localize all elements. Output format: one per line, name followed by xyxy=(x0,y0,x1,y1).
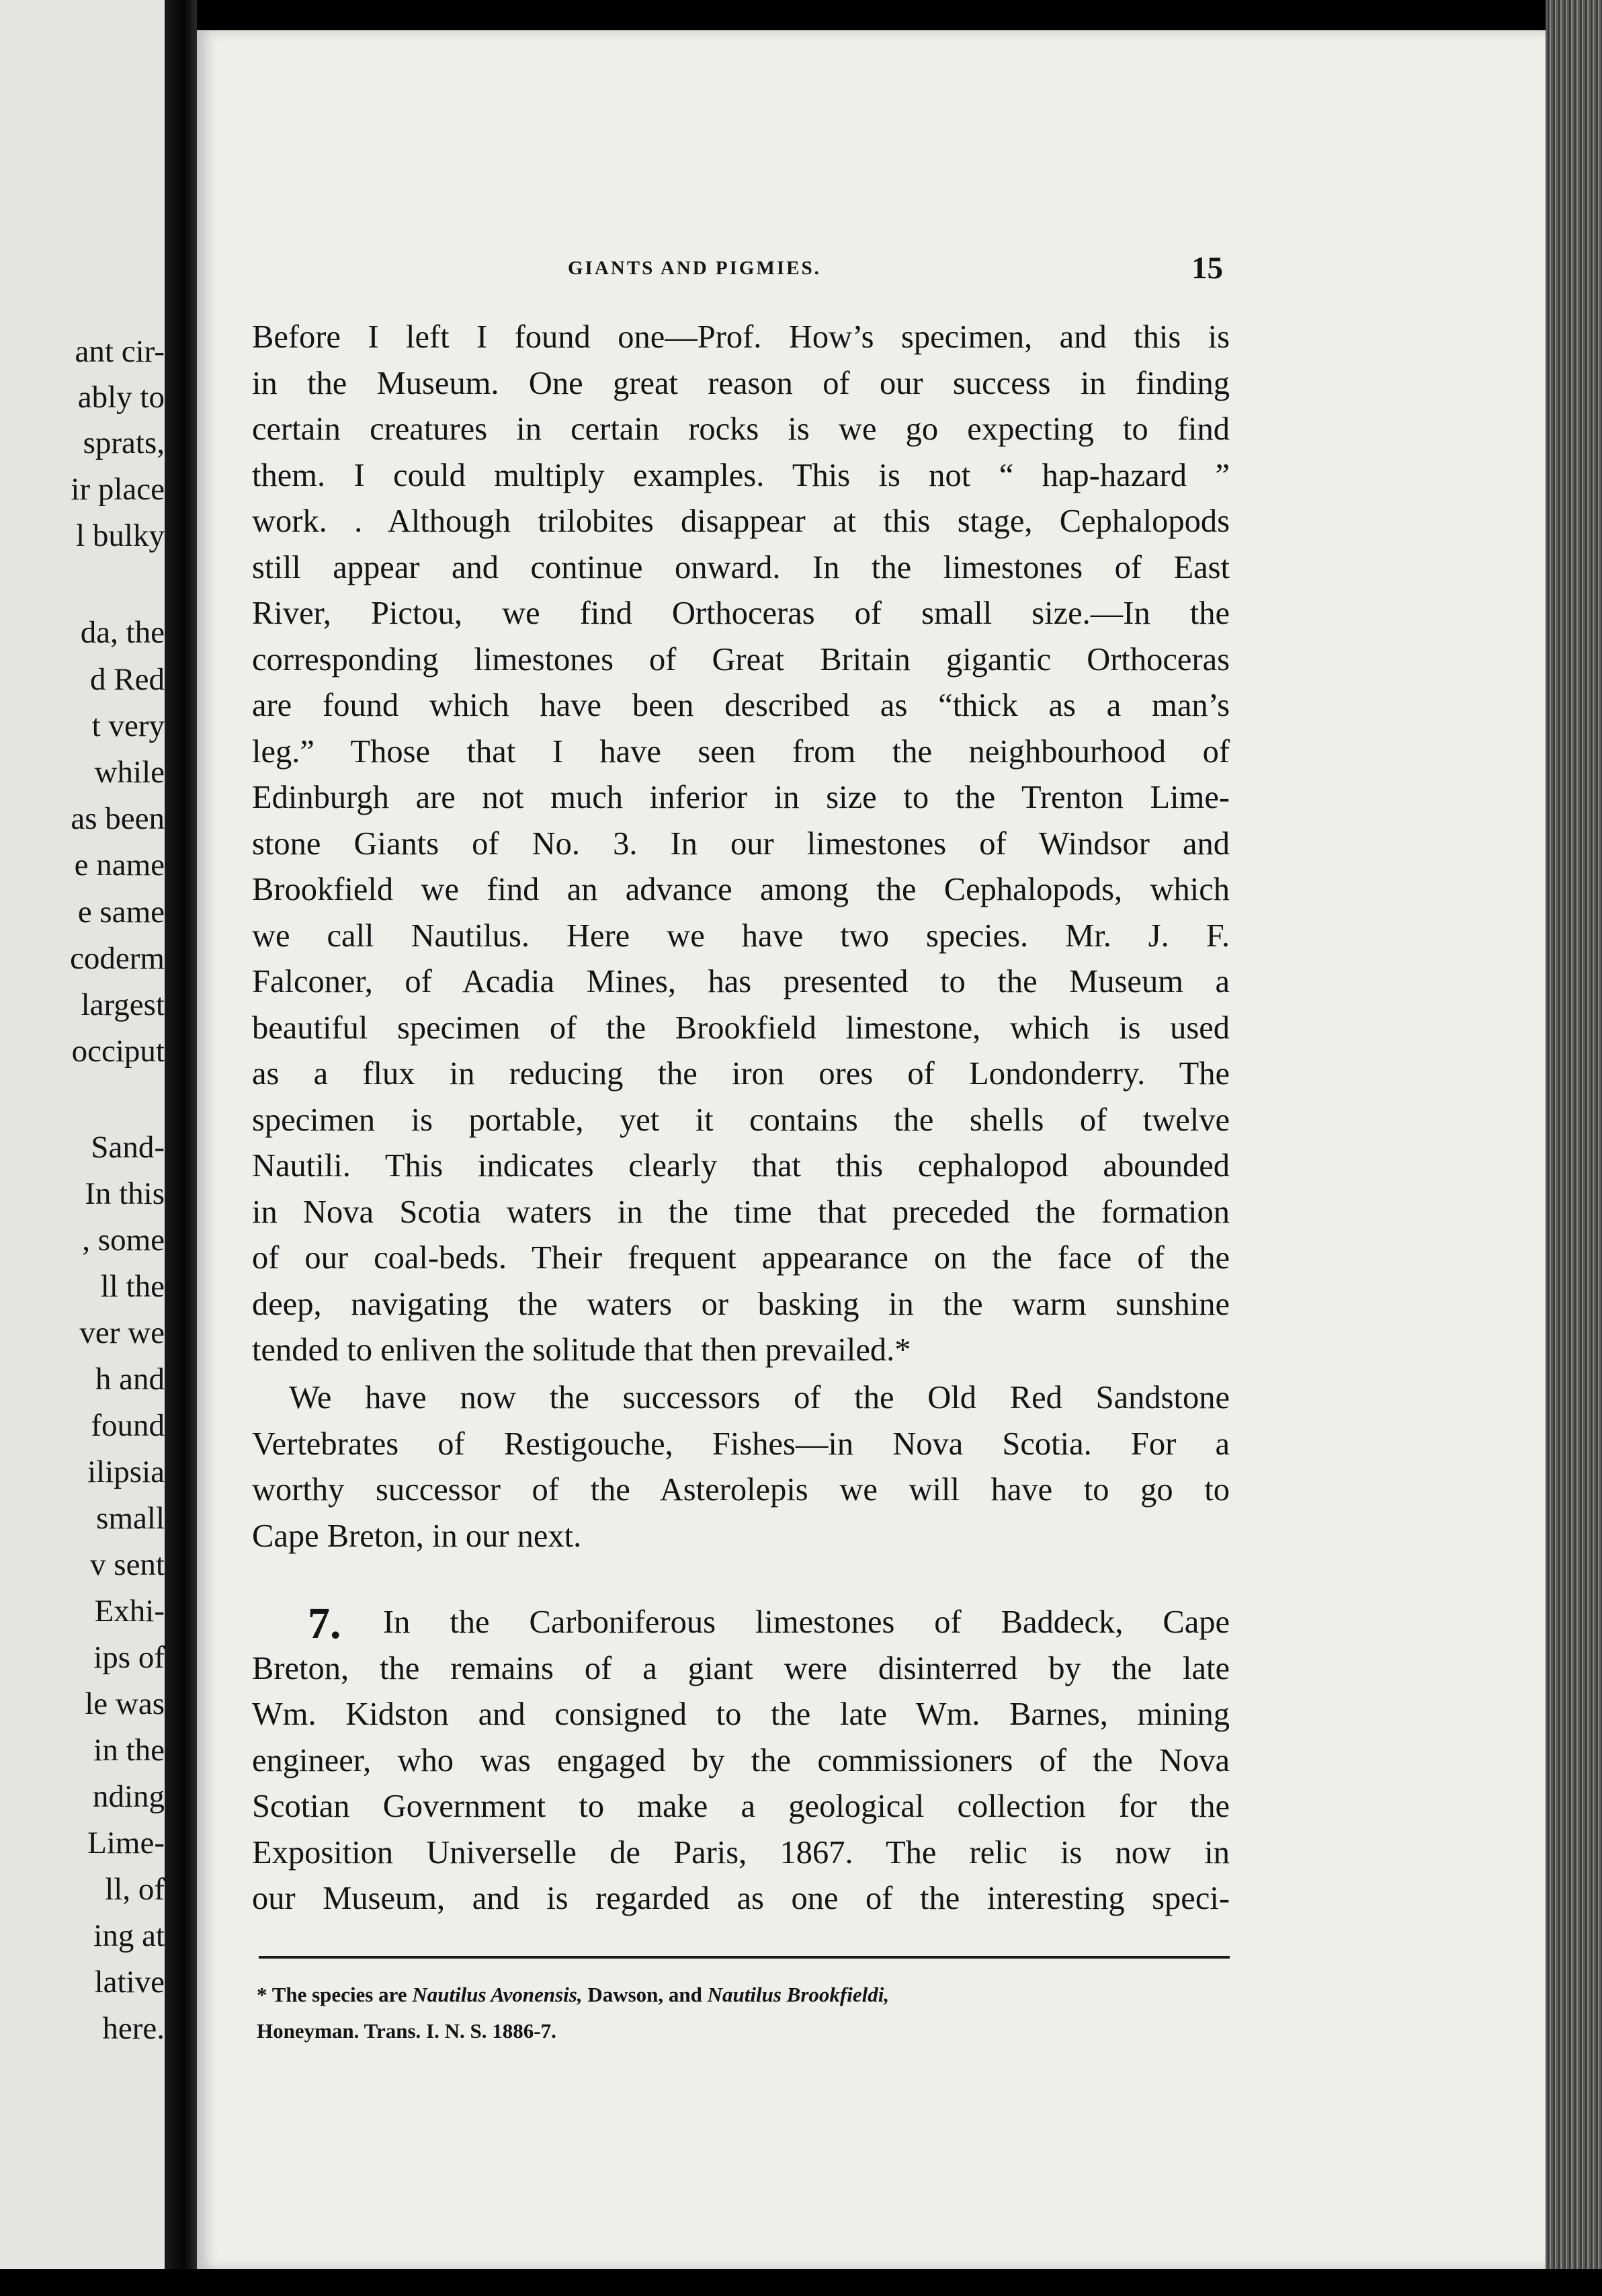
facing-page-line: found xyxy=(91,1408,165,1443)
text-line: Vertebrates of Restigouche, Fishes—in Nova Scotia. For a xyxy=(252,1426,1230,1462)
footnote-line-2: Honeyman. Trans. I. N. S. 1886-7. xyxy=(257,2019,556,2043)
facing-page-line: h and xyxy=(95,1362,165,1397)
facing-page-line: here. xyxy=(102,2011,165,2046)
section-number: 7. xyxy=(308,1599,341,1648)
text-line: are found which have been described as “thick as a man’s xyxy=(252,688,1230,723)
page-number: 15 xyxy=(1191,251,1223,286)
facing-page-line: ant cir- xyxy=(75,334,165,369)
facing-page-line: v sent xyxy=(90,1547,165,1582)
facing-page-line: in the xyxy=(93,1733,165,1768)
text-line: Nautili. This indicates clearly that this cephalopod abounded xyxy=(252,1148,1230,1184)
facing-page-line: ll the xyxy=(100,1269,165,1304)
text-line: specimen is portable, yet it contains the shells of twelve xyxy=(252,1102,1230,1138)
text-line: Falconer, of Acadia Mines, has presented to the Museum a xyxy=(252,964,1230,999)
facing-page-fragment xyxy=(0,0,165,2296)
text-line: Before I left I found one—Prof. How’s specimen, and this is xyxy=(252,319,1230,355)
text-line: Wm. Kidston and consigned to the late Wm. Barnes, mining xyxy=(252,1696,1230,1732)
text-line: Breton, the remains of a giant were disinterred by the late xyxy=(252,1650,1230,1686)
facing-page-line: l bulky xyxy=(76,518,165,553)
text-line: leg.” Those that I have seen from the neighbourhood of xyxy=(252,733,1230,770)
text-line: our Museum, and is regarded as one of the interesting speci- xyxy=(252,1881,1230,1916)
facing-page-line: Lime- xyxy=(87,1826,165,1860)
footnote-species-2: Nautilus Brookfieldi, xyxy=(707,1983,890,2006)
facing-page-line: ll, of xyxy=(105,1872,165,1907)
footnote-rule xyxy=(259,1956,1230,1959)
text-line: work. . Although trilobites disappear at this stage, Cephalopods xyxy=(252,503,1230,539)
facing-page-line: e name xyxy=(74,848,165,883)
facing-page-line: Exhi- xyxy=(94,1594,165,1629)
book-gutter xyxy=(165,0,197,2296)
footnote-text: Dawson, and xyxy=(582,1983,708,2006)
facing-page-line: ver we xyxy=(79,1315,165,1350)
text-line: certain creatures in certain rocks is we go expecting to find xyxy=(252,411,1230,447)
facing-page-line: , some xyxy=(82,1223,165,1258)
facing-page-line: occiput xyxy=(71,1034,165,1069)
facing-page-line: ips of xyxy=(93,1640,165,1675)
page-edges xyxy=(1546,0,1602,2296)
text-line: of our coal-beds. Their frequent appearance on the face of the xyxy=(252,1240,1230,1276)
text-line: beautiful specimen of the Brookfield limestone, which is used xyxy=(252,1010,1230,1046)
facing-page-line: small xyxy=(96,1501,165,1536)
text-line: in the Museum. One great reason of our success in finding xyxy=(252,365,1230,401)
text-line: River, Pictou, we find Orthoceras of small size.—In the xyxy=(252,596,1230,631)
facing-page-line: lative xyxy=(94,1965,165,2000)
footnote-text: * The species are xyxy=(257,1983,413,2006)
text-line: Edinburgh are not much inferior in size to the Trenton Lime- xyxy=(252,780,1230,815)
facing-page-line: e same xyxy=(77,895,165,930)
facing-page-line: while xyxy=(94,755,165,790)
text-line: Exposition Universelle de Paris, 1867. The relic is now in xyxy=(252,1834,1230,1871)
text-line: Brookfield we find an advance among the Cephalopods, which xyxy=(252,872,1230,907)
text-line: We have now the successors of the Old Red Sandstone xyxy=(289,1380,1230,1416)
text-line: we call Nautilus. Here we have two species. Mr. J. F. xyxy=(252,917,1230,954)
facing-page-line: t very xyxy=(91,708,165,743)
footnote-species-1: Nautilus Avonensis, xyxy=(412,1983,583,2006)
facing-page-line: ably to xyxy=(77,380,165,415)
facing-page-line: d Red xyxy=(90,662,165,697)
facing-page-line: largest xyxy=(81,987,165,1022)
facing-page-line: ilipsia xyxy=(87,1454,165,1489)
running-head: GIANTS AND PIGMIES. xyxy=(568,257,821,279)
facing-page-line: as been xyxy=(71,801,165,836)
text-line: engineer, who was engaged by the commissioners of the Nova xyxy=(252,1742,1230,1778)
facing-page-line: sprats, xyxy=(83,425,165,460)
footnote-line-1 xyxy=(257,1984,889,2005)
text-line: in Nova Scotia waters in the time that preceded the formation xyxy=(252,1194,1230,1230)
text-line: deep, navigating the waters or basking in the warm sunshine xyxy=(252,1286,1230,1322)
text-line: still appear and continue onward. In the limestones of East xyxy=(252,549,1230,585)
facing-page-line: coderm xyxy=(70,941,165,976)
text-line: as a flux in reducing the iron ores of Londonderry. The xyxy=(252,1056,1230,1092)
text-line: them. I could multiply examples. This is not “ hap-hazard ” xyxy=(252,457,1230,493)
facing-page-line: In this xyxy=(85,1176,165,1211)
text-line: worthy successor of the Asterolepis we will have to go to xyxy=(252,1472,1230,1508)
text-line: In the Carboniferous limestones of Baddeck, Cape xyxy=(383,1604,1230,1640)
facing-page-line: da, the xyxy=(80,615,165,650)
text-line: tended to enliven the solitude that then prevailed.* xyxy=(252,1332,911,1368)
facing-page-line: le was xyxy=(85,1686,165,1721)
text-line: corresponding limestones of Great Britain gigantic Orthoceras xyxy=(252,641,1230,678)
text-line: Cape Breton, in our next. xyxy=(252,1518,582,1554)
facing-page-line: nding xyxy=(92,1779,165,1814)
text-line: Scotian Government to make a geological collection for the xyxy=(252,1789,1230,1824)
text-line: stone Giants of No. 3. In our limestones of Windsor and xyxy=(252,825,1230,862)
scan-border xyxy=(0,2269,1602,2296)
facing-page-line: ir place xyxy=(71,472,165,507)
facing-page-line: Sand- xyxy=(91,1130,165,1165)
facing-page-line: ing at xyxy=(93,1918,165,1953)
